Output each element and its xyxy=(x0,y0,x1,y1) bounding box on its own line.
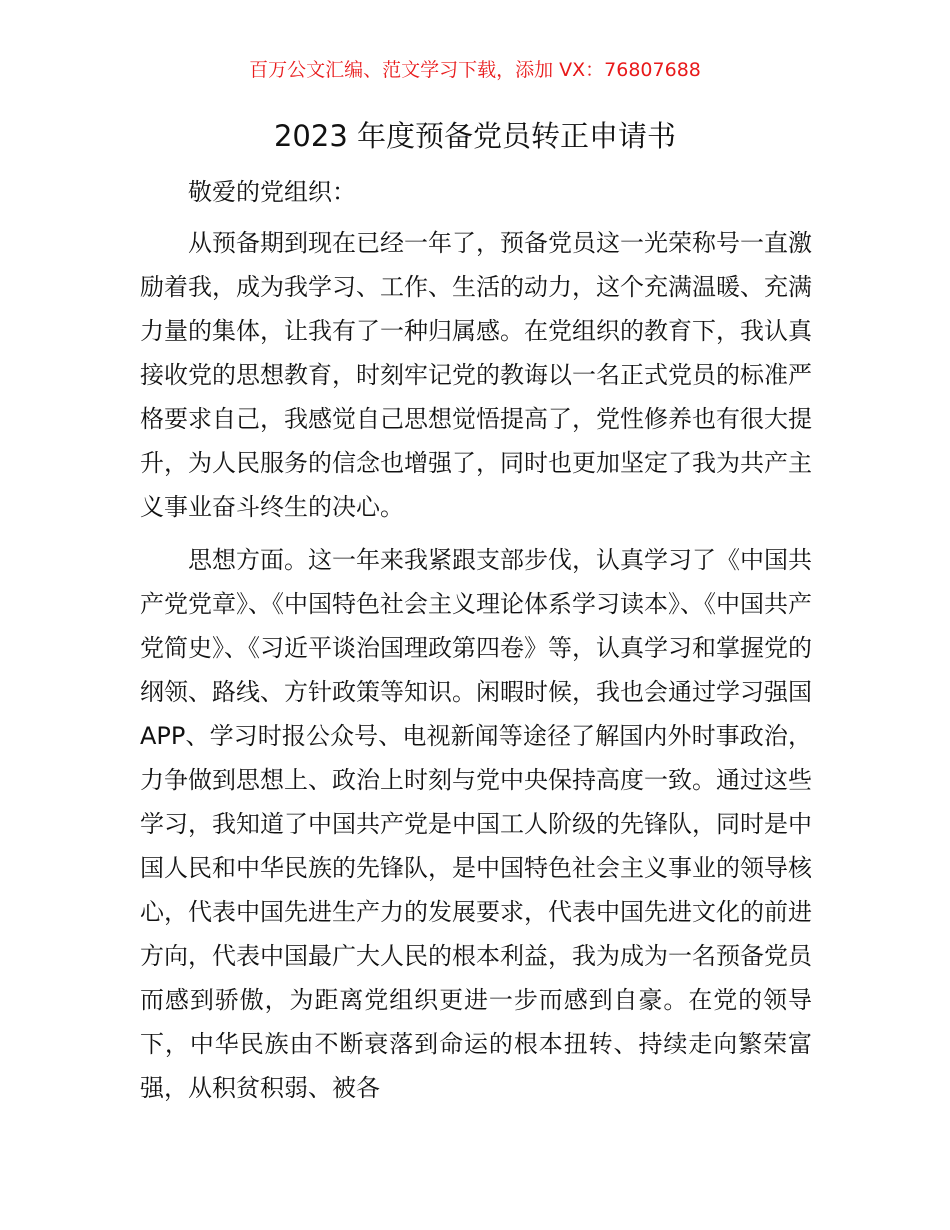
header-banner: 百万公文汇编、范文学习下载，添加 VX：76807688 xyxy=(249,59,701,81)
salutation: 敬爱的党组织： xyxy=(188,178,356,206)
paragraph-intro: 从预备期到现在已经一年了，预备党员这一光荣称号一直激励着我，成为我学习、工作、生活的动力，这个充满温暖、充满力量的集体，让我有了一种归属感。在党组织的教育下，我认真接收党的思想教育，时刻牢记党的教诲以一名正式党员的标准严格要求自己，我感觉自己思想觉悟提高了，党性修养也有很大提升，为人民服务的信念也增强了，同时也更加坚定了我为共产主义事业奋斗终生的决心。 xyxy=(140,229,812,521)
document-body xyxy=(140,170,812,1119)
document-title: 2023 年度预备党员转正申请书 xyxy=(273,119,677,153)
paragraph-ideology: 思想方面。这一年来我紧跟支部步伐，认真学习了《中国共产党党章》、《中国特色社会主义理论体系学习读本》、《中国共产党简史》、《习近平谈治国理政第四卷》等，认真学习和掌握党的纲领、路线、方针政策等知识。闲暇时候，我也会通过学习强国 APP、学习时报公众号、电视新闻等途径了解国内外时事政治，力争做到思想上、政治上时刻与党中央保持高度一致。通过这些学习，我知道了中国共产党是中国工人阶级的先锋队，同时是中国人民和中华民族的先锋队，是中国特色社会主义事业的领导核心，代表中国先进生产力的发展要求，代表中国先进文化的前进方向，代表中国最广大人民的根本利益，我为成为一名预备党员而感到骄傲，为距离党组织更进一步而感到自豪。在党的领导下，中华民族由不断衰落到命运的根本扭转、持续走向繁荣富强，从积贫积弱、被各 xyxy=(140,546,812,1102)
